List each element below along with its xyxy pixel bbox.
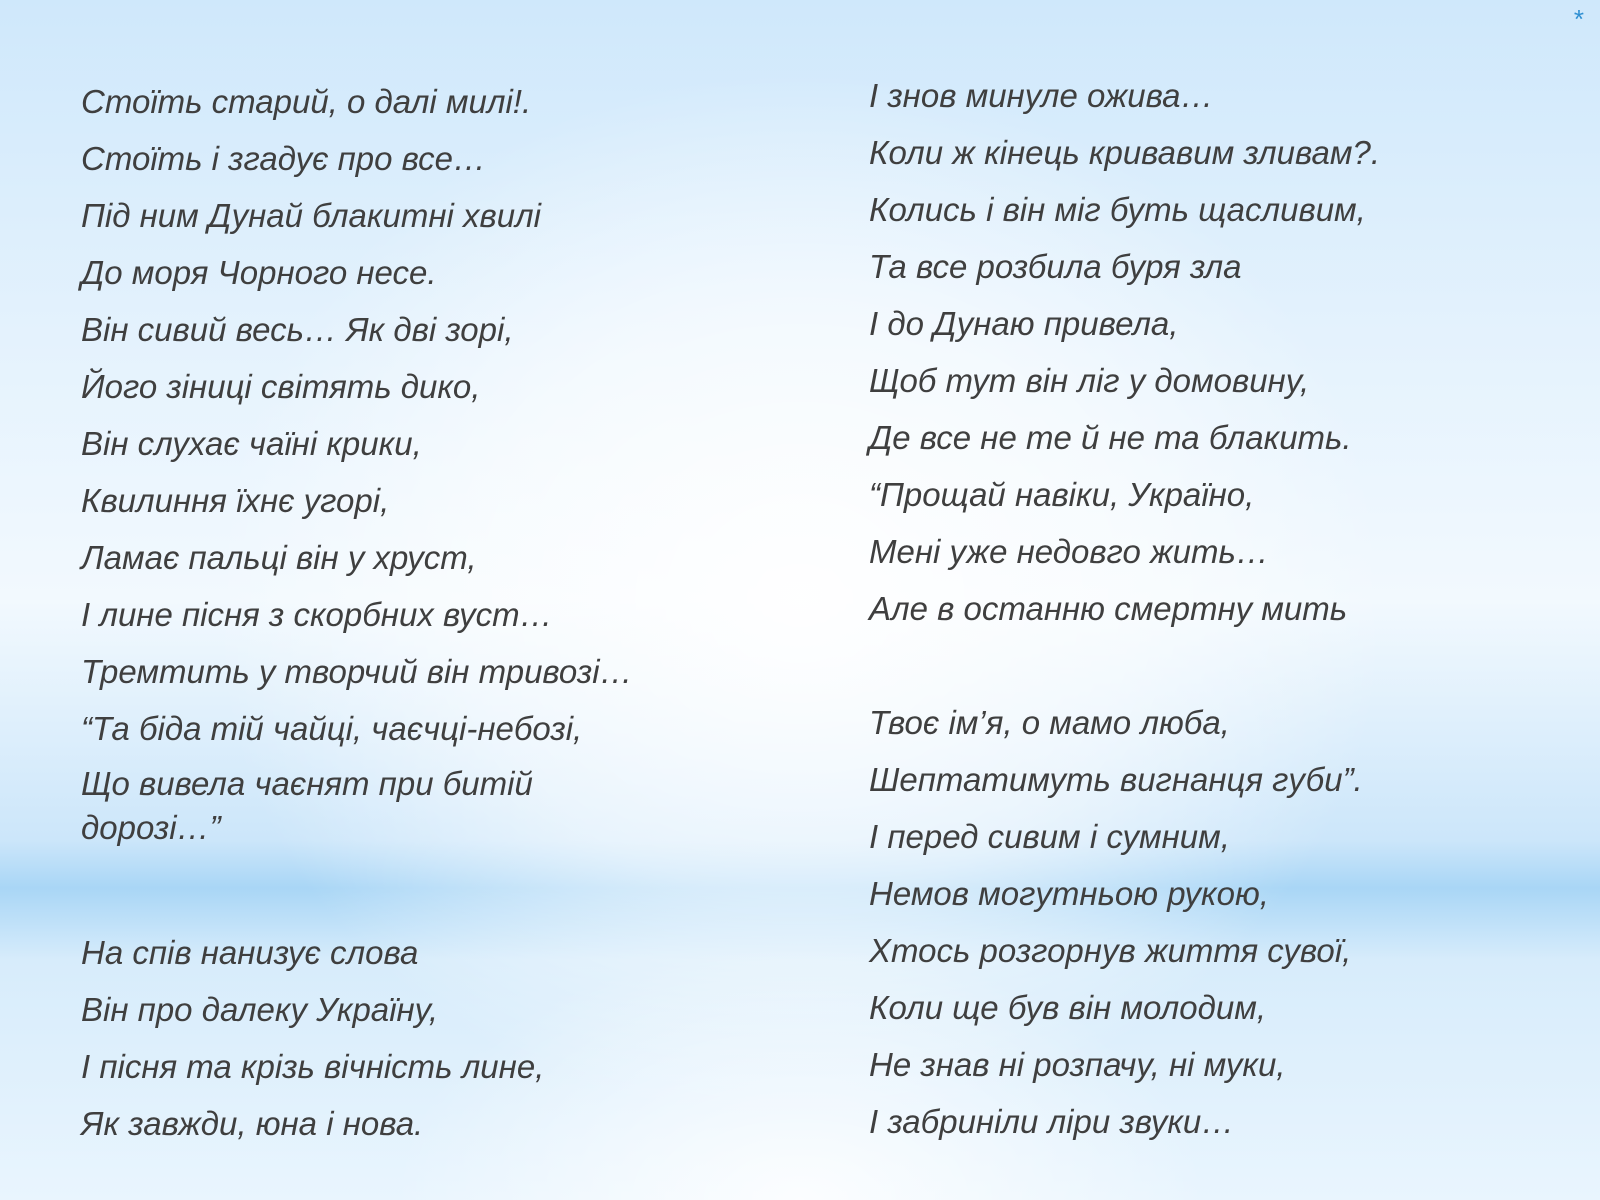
poem-line: “Та біда тій чайці, чаєчці-небозі, <box>81 710 583 747</box>
poem-line: Коли ж кінець кривавим зливам?. <box>869 134 1380 171</box>
poem-line: І пісня та крізь вічність лине, <box>81 1048 545 1085</box>
poem-line: Стоїть і згадує про все… <box>81 140 487 177</box>
poem-line: На спів нанизує слова <box>81 934 419 971</box>
poem-line: І лине пісня з скорбних вуст… <box>81 596 553 633</box>
poem-line: Коли ще був він молодим, <box>869 989 1267 1026</box>
poem-line: І забриніли ліри звуки… <box>869 1103 1235 1140</box>
poem-line: Тремтить у творчий він тривозі… <box>81 653 633 690</box>
poem-line: Та все розбила буря зла <box>869 248 1242 285</box>
poem-line: Твоє ім’я, о мамо люба, <box>869 704 1230 741</box>
poem-line: Хтось розгорнув життя сувої, <box>869 932 1352 969</box>
poem-line: До моря Чорного несе. <box>81 254 437 291</box>
poem-line: Але в останню смертну мить <box>869 590 1348 627</box>
poem-line: І перед сивим і сумним, <box>869 818 1230 855</box>
poem-line: Шептатимуть вигнанця губи”. <box>869 761 1363 798</box>
poem-line: Він слухає чаїні крики, <box>81 425 422 462</box>
poem-line: Немов могутньою рукою, <box>869 875 1269 912</box>
poem-line: Щоб тут він ліг у домовину, <box>869 362 1310 399</box>
poem-line: І знов минуле ожива… <box>869 77 1214 114</box>
poem-line: Його зіниці світять дико, <box>81 368 481 405</box>
poem-line: Що вивела чаєнят при битій дорозі…” <box>81 765 533 846</box>
poem-line: Він сивий весь… Як дві зорі, <box>81 311 514 348</box>
poem-line: Не знав ні розпачу, ні муки, <box>869 1046 1286 1083</box>
poem-line: Колись і він міг буть щасливим, <box>869 191 1366 228</box>
poem-line: Де все не те й не та блакить. <box>869 419 1352 456</box>
poem-line: Мені уже недовго жить… <box>869 533 1269 570</box>
poem-line: Він про далеку Україну, <box>81 991 439 1028</box>
poem-line: Квилиння їхнє угорі, <box>81 482 390 519</box>
poem-line: І до Дунаю привела, <box>869 305 1179 342</box>
asterisk-icon: * <box>1573 4 1584 34</box>
poem-line: Стоїть старий, о далі милі!. <box>81 83 532 120</box>
poem-line: Як завжди, юна і нова. <box>81 1105 424 1142</box>
poem-line: Ламає пальці він у хруст, <box>81 539 477 576</box>
poem-line: “Прощай навіки, Україно, <box>869 476 1255 513</box>
poem-line: Під ним Дунай блакитні хвилі <box>81 197 542 234</box>
